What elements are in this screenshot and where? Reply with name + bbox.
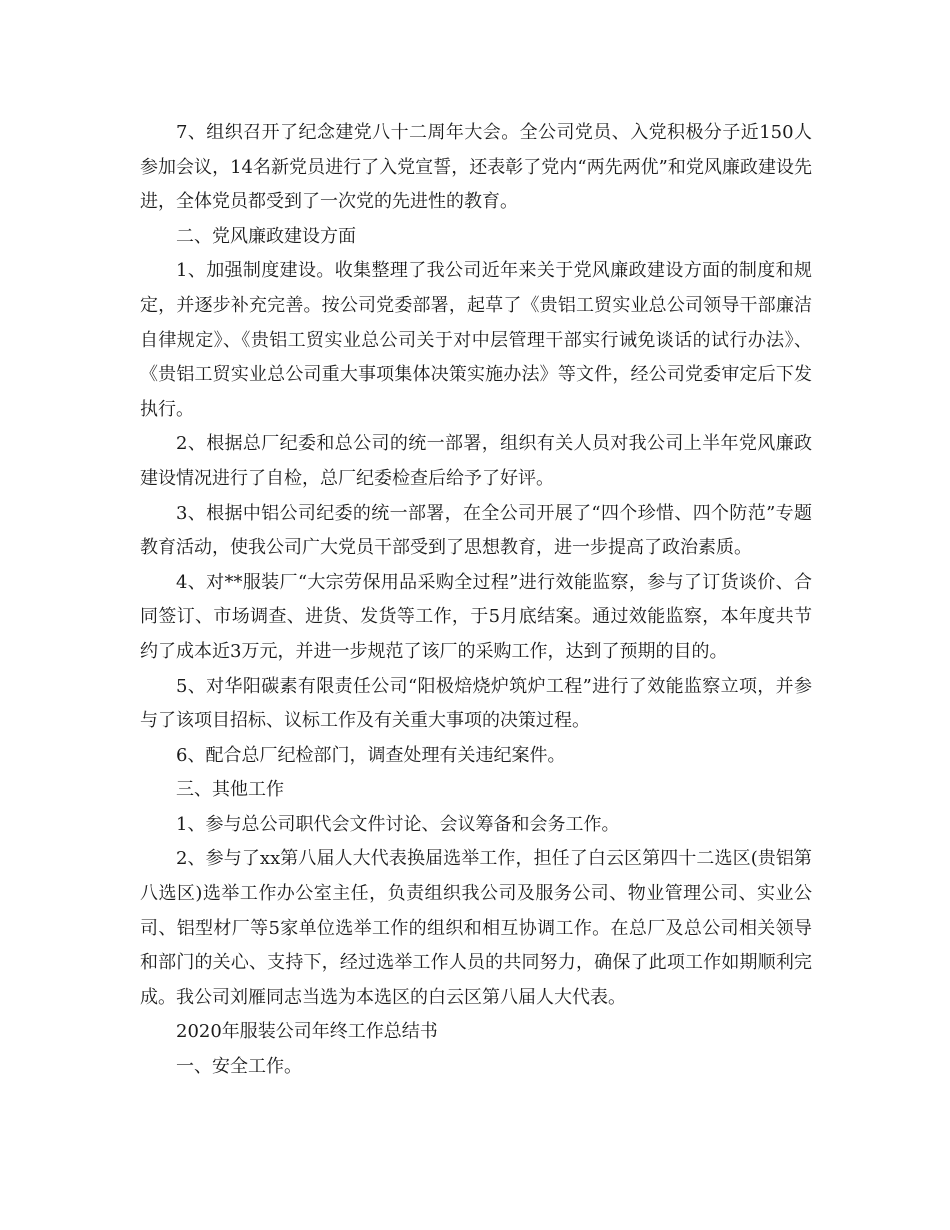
paragraph-item-7-party-meeting: 7、组织召开了纪念建党八十二周年大会。全公司党员、入党积极分子近150人参加会议，14名新党员进行了入党宣誓，还表彰了党内“两先两优”和党风廉政建设先进，全体党员都受到了一次党的先进性的教育。 [140, 122, 812, 213]
section-heading-other-work: 三、其他工作 [176, 779, 284, 801]
paragraph-item-1-congress-work: 1、参与总公司职代会文件讨论、会议筹备和会务工作。 [176, 813, 620, 835]
paragraph-item-5-project-supervision: 5、对华阳碳素有限责任公司“阳极焙烧炉筑炉工程”进行了效能监察立项，并参与了该项目招标、议标工作及有关重大事项的决策过程。 [140, 675, 812, 732]
section-heading-party-conduct: 二、党风廉政建设方面 [176, 225, 356, 247]
section-heading-safety-work: 一、安全工作。 [176, 1056, 302, 1078]
document-body [140, 116, 812, 1085]
paragraph-item-2-election-work: 2、参与了xx第八届人大代表换届选举工作，担任了白云区第四十二选区(贵铝第八选区)选举工作办公室主任，负责组织我公司及服务公司、物业管理公司、实业公司、铝型材厂等5家单位选举工作的组织和相互协调工作。在总厂及总公司相关领导和部门的关心、支持下，经过选举工作人员的共同努力，确保了此项工作如期顺利完成。我公司刘雁同志当选为本选区的白云区第八届人大代表。 [140, 848, 812, 1008]
paragraph-item-6-case-handling: 6、配合总厂纪检部门，调查处理有关违纪案件。 [176, 744, 566, 766]
paragraph-item-1-system-building: 1、加强制度建设。收集整理了我公司近年来关于党风廉政建设方面的制度和规定，并逐步补充完善。按公司党委部署，起草了《贵铝工贸实业总公司领导干部廉洁自律规定》、《贵铝工贸实业总公司关于对中层管理干部实行诫免谈话的试行办法》、《贵铝工贸实业总公司重大事项集体决策实施办法》等文件，经公司党委审定后下发执行。 [140, 260, 812, 420]
paragraph-item-3-education-activity: 3、根据中铝公司纪委的统一部署，在全公司开展了“四个珍惜、四个防范”专题教育活动，使我公司广大党员干部受到了思想教育，进一步提高了政治素质。 [140, 502, 812, 559]
paragraph-item-2-self-inspection: 2、根据总厂纪委和总公司的统一部署，组织有关人员对我公司上半年党风廉政建设情况进行了自检，总厂纪委检查后给予了好评。 [140, 433, 812, 489]
document-subtitle: 2020年服装公司年终工作总结书 [176, 1021, 438, 1043]
paragraph-item-4-efficiency-supervision: 4、对**服装厂“大宗劳保用品采购全过程”进行效能监察，参与了订货谈价、合同签订、市场调查、进货、发货等工作，于5月底结案。通过效能监察，本年度共节约了成本近3万元，并进一步规范了该厂的采购工作，达到了预期的目的。 [140, 571, 812, 662]
